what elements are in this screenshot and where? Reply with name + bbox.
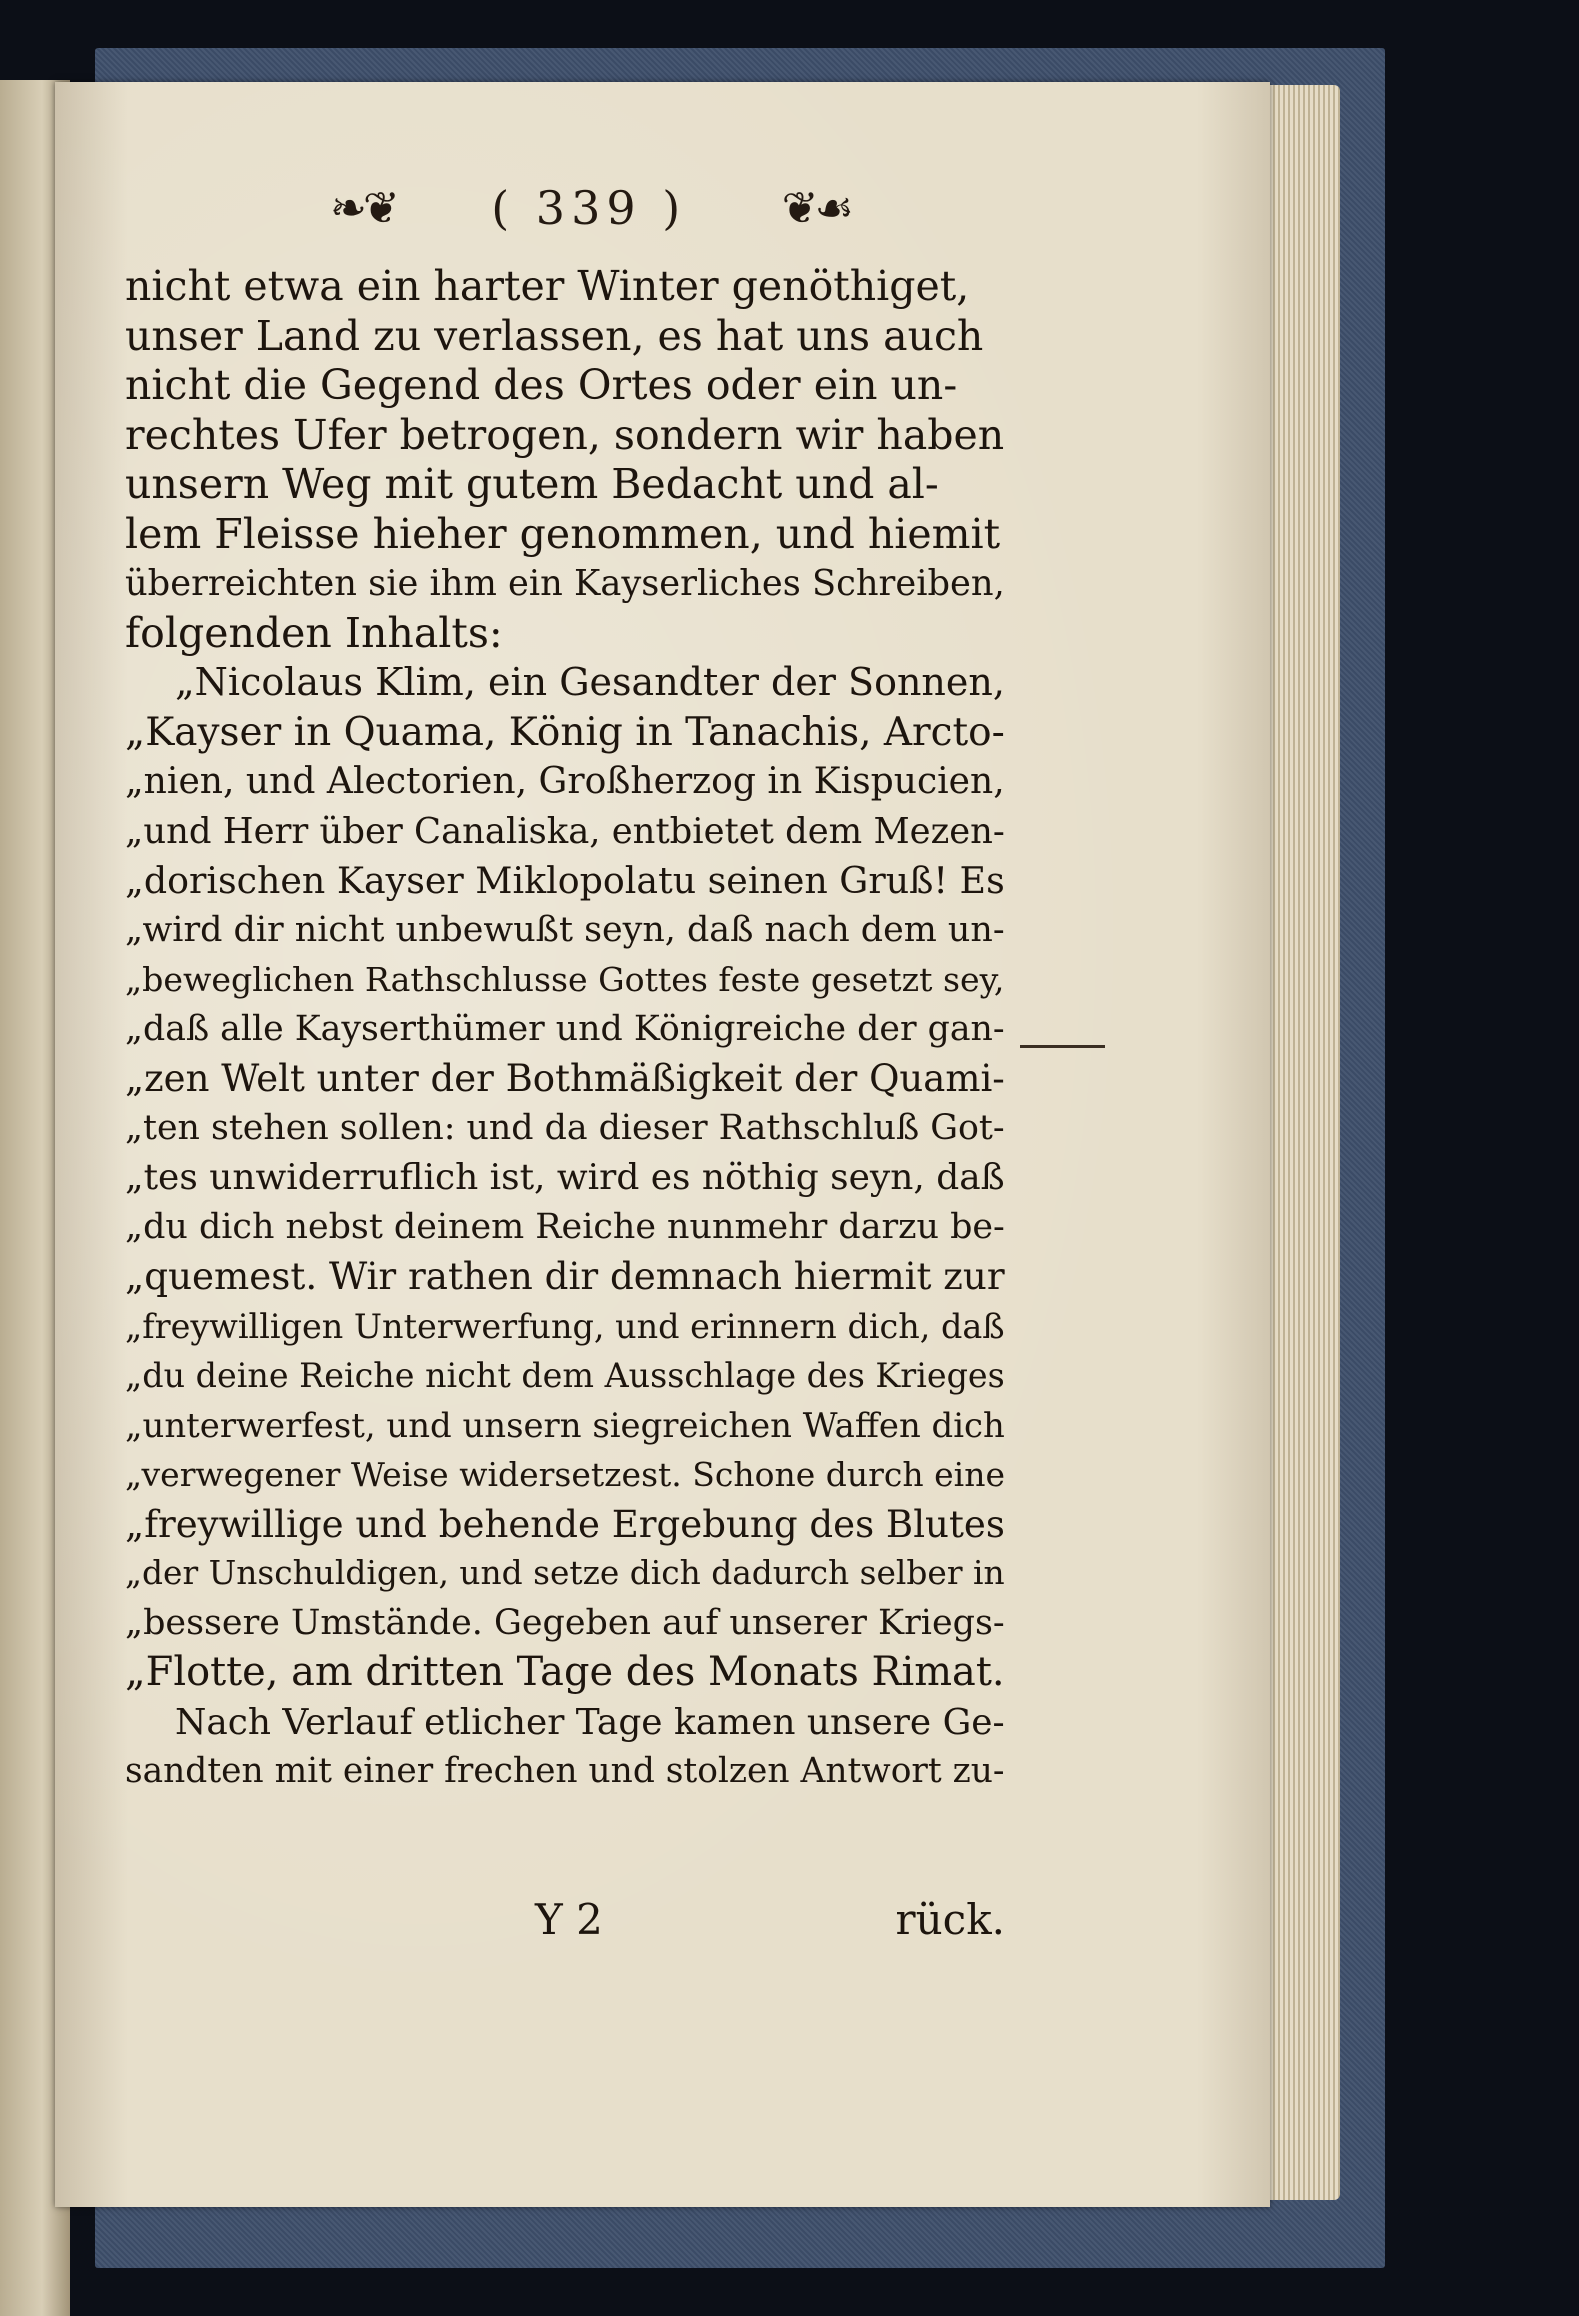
text-line: folgenden Inhalts: <box>125 608 503 657</box>
body-text <box>125 262 1005 1797</box>
page-number: ( 339 ) <box>491 181 687 235</box>
text-line: „tes unwiderruflich ist, wird es nöthig seyn, daß <box>125 1157 1005 1198</box>
fleuron-right-icon: ❦☙ <box>781 182 850 234</box>
text-line: „beweglichen Rathschlusse Gottes feste gesetzt sey, <box>125 960 1005 999</box>
text-line: „dorischen Kayser Miklopolatu seinen Gruß! Es <box>125 859 1005 902</box>
text-line: „unterwerfest, und unsern siegreichen Waffen dich <box>125 1405 1005 1445</box>
fleuron-left-icon: ❧❦ <box>330 182 396 234</box>
text-line: „bessere Umstände. Gegeben auf unserer Kriegs- <box>125 1602 1005 1643</box>
text-line: „Nicolaus Klim, ein Gesandter der Sonnen, <box>175 660 1005 704</box>
text-line: „freywillige und behende Ergebung des Blutes <box>125 1502 1005 1546</box>
text-line: „Flotte, am dritten Tage des Monats Rimat. <box>125 1649 1005 1695</box>
text-line: „verwegener Weise widersetzest. Schone durch eine <box>125 1455 1005 1494</box>
text-line: „ten stehen sollen: und da dieser Rathschluß Got- <box>125 1107 1005 1148</box>
text-line: lem Fleisse hieher genommen, und hiemit <box>125 509 1001 558</box>
text-line: „und Herr über Canaliska, entbietet dem Mezen- <box>125 810 1005 852</box>
text-line: überreichten sie ihm ein Kayserliches Schreiben, <box>125 563 1005 604</box>
text-line: „zen Welt unter der Bothmäßigkeit der Quami- <box>125 1057 1005 1100</box>
page-footer <box>125 1895 1005 1945</box>
signature-mark: Y 2 <box>535 1895 603 1944</box>
text-line: „quemest. Wir rathen dir demnach hiermit zur <box>125 1254 1005 1298</box>
text-line: „der Unschuldigen, und setze dich dadurch selber in <box>125 1554 1005 1592</box>
text-line: unser Land zu verlassen, es hat uns auch <box>125 311 984 360</box>
text-line: „daß alle Kayserthümer und Königreiche der gan- <box>125 1008 1005 1049</box>
text-line: „wird dir nicht unbewußt seyn, daß nach dem un- <box>125 909 1005 950</box>
catchword: rück. <box>895 1895 1005 1944</box>
text-line: „du dich nebst deinem Reiche nunmehr darzu be- <box>125 1206 1005 1247</box>
text-line: sandten mit einer frechen und stolzen Antwort zu- <box>125 1751 1005 1791</box>
text-line: „Kayser in Quama, König in Tanachis, Arcto- <box>125 709 1005 755</box>
text-line: rechtes Ufer betrogen, sondern wir haben <box>125 410 1005 459</box>
text-line: „freywilligen Unterwerfung, und erinnern dich, daß <box>125 1306 1005 1346</box>
text-line: nicht die Gegend des Ortes oder ein un- <box>125 361 958 409</box>
text-line: unsern Weg mit gutem Bedacht und al- <box>125 460 939 508</box>
text-line: Nach Verlauf etlicher Tage kamen unsere Ge- <box>175 1701 1005 1743</box>
text-line: „nien, und Alectorien, Großherzog in Kispucien, <box>125 760 1005 802</box>
text-line: nicht etwa ein harter Winter genöthiget, <box>125 262 970 310</box>
text-line: „du deine Reiche nicht dem Ausschlage des Krieges <box>125 1356 1005 1395</box>
margin-mark <box>1020 1045 1105 1048</box>
page-header <box>330 178 850 238</box>
